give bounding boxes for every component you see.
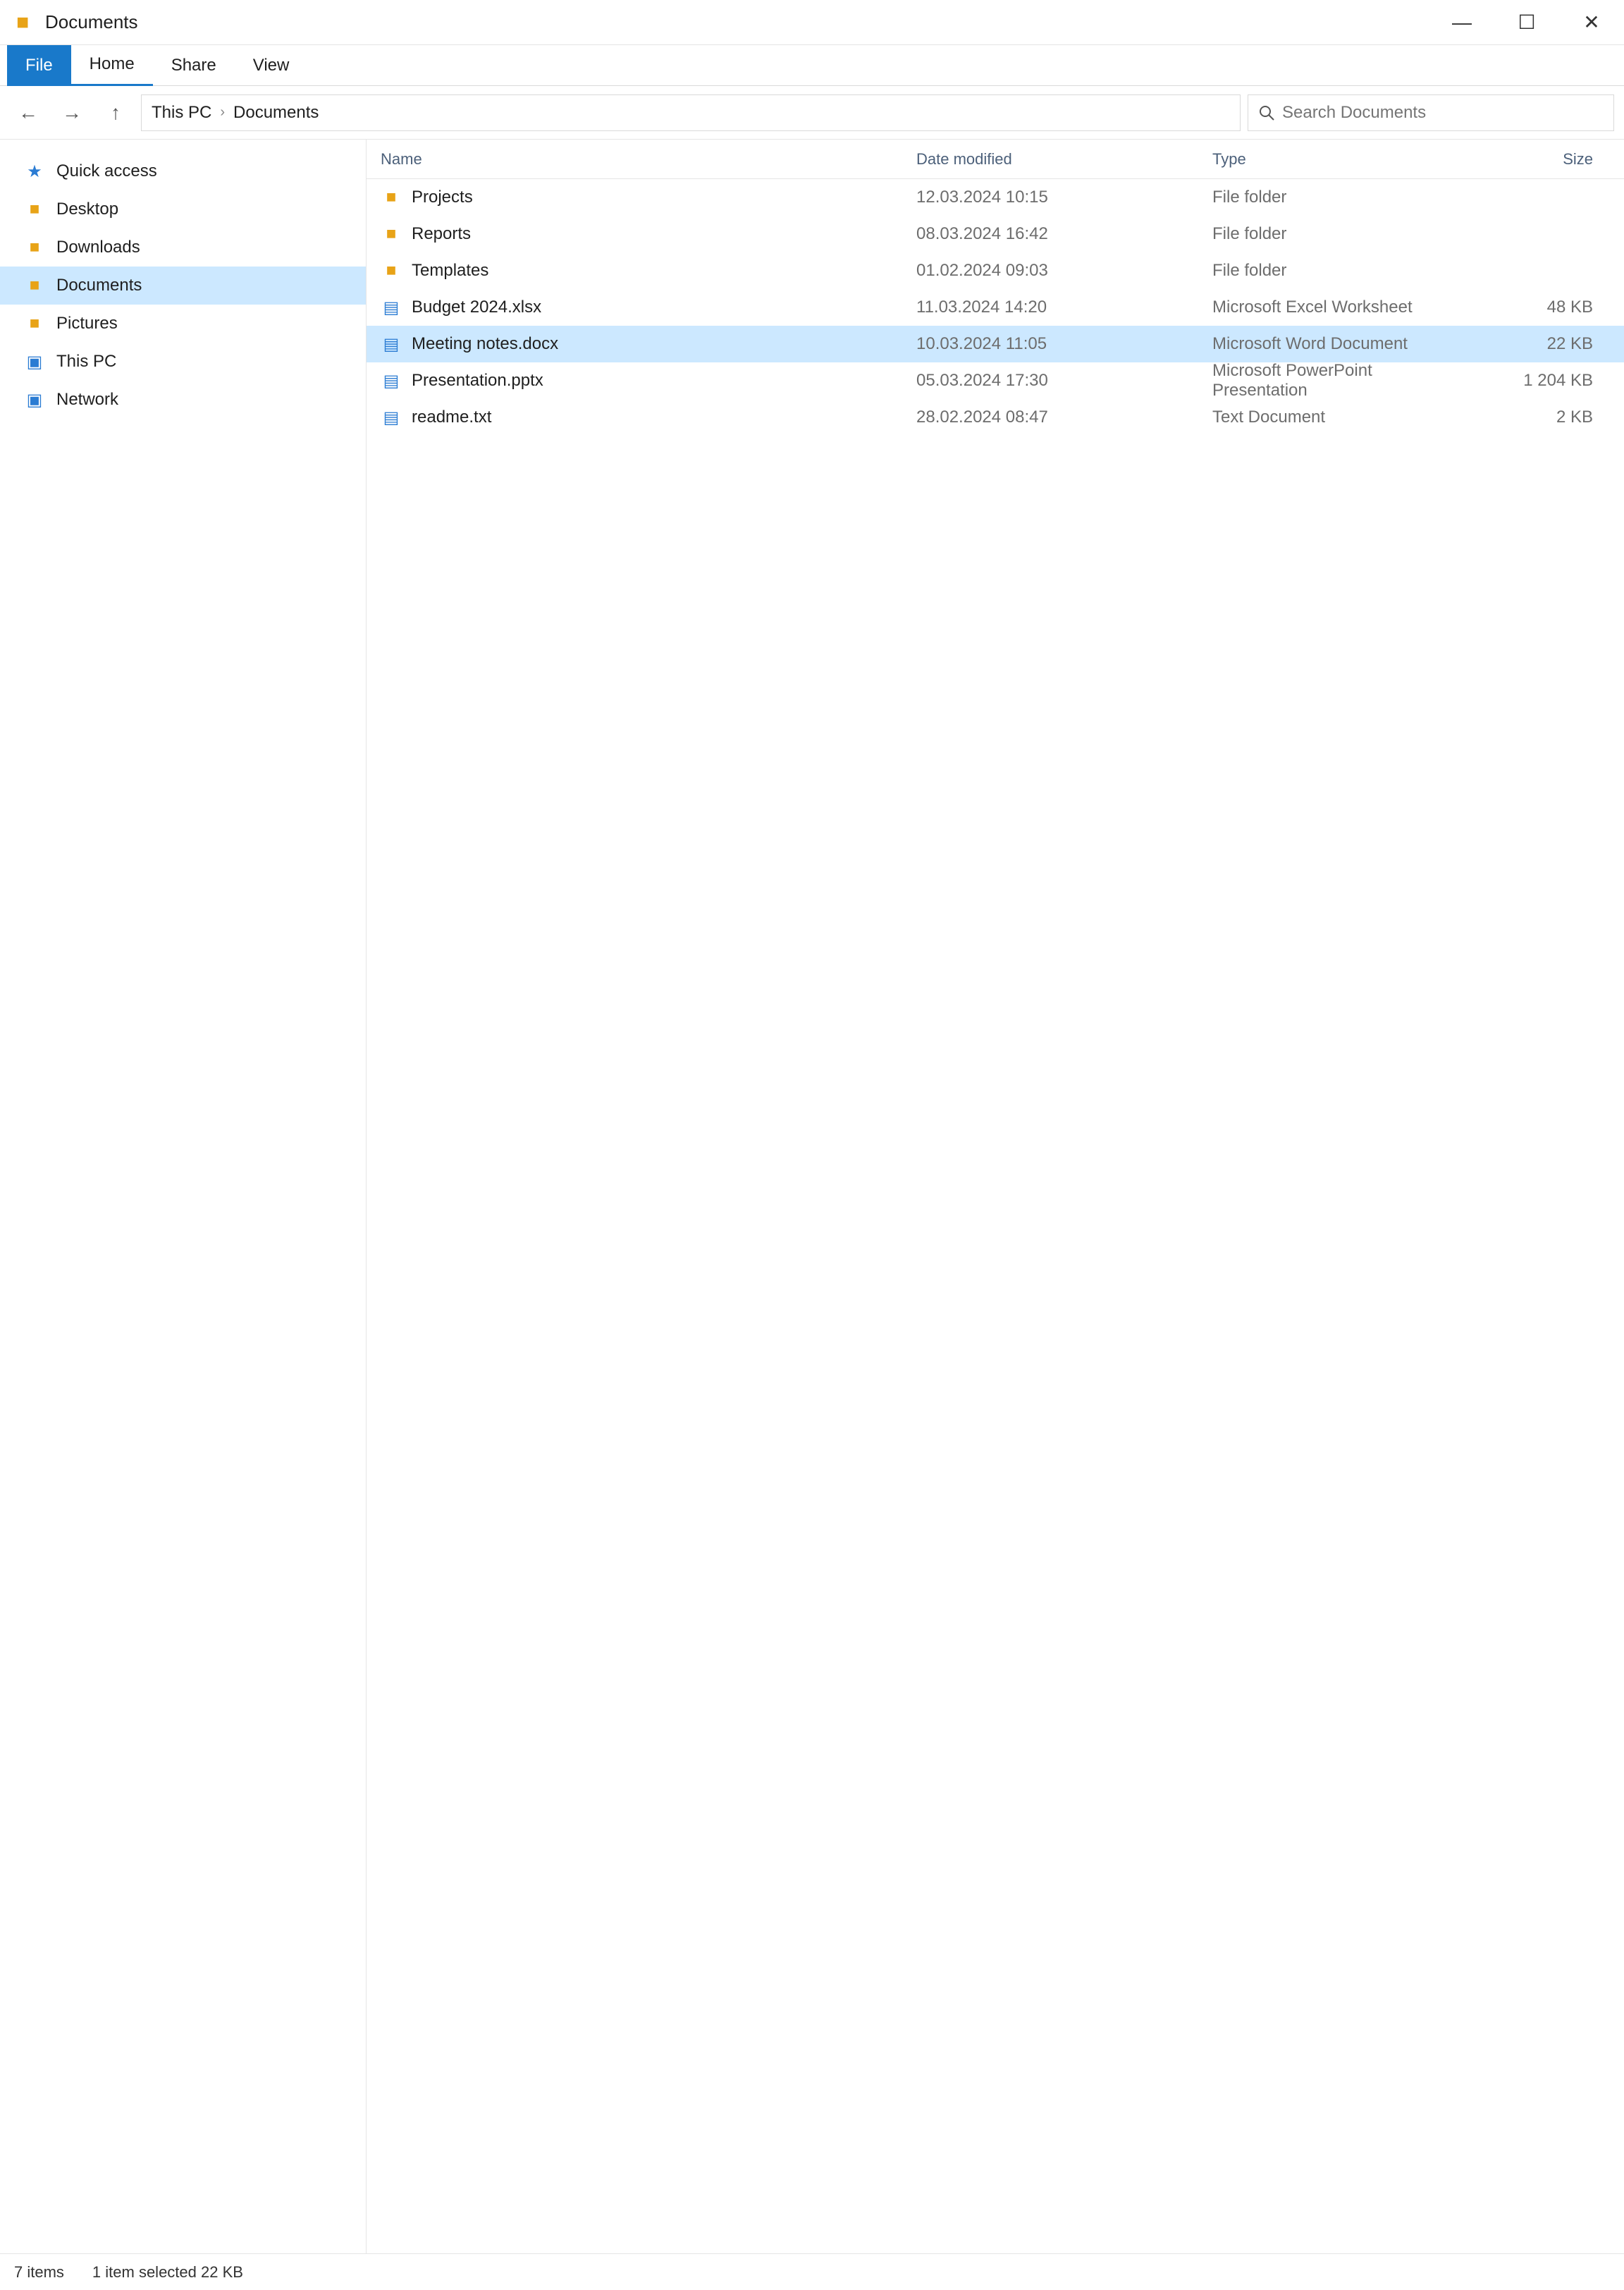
breadcrumb-item[interactable]: Documents <box>233 102 319 122</box>
file-date: 28.02.2024 08:47 <box>916 408 1048 427</box>
column-name[interactable]: Name <box>381 149 422 168</box>
file-type: File folder <box>1212 224 1287 243</box>
folder-icon: ■ <box>29 238 40 257</box>
file-row[interactable] <box>367 399 1624 436</box>
file-name-cell <box>381 224 916 244</box>
file-date: 12.03.2024 10:15 <box>916 188 1048 207</box>
file-date: 08.03.2024 16:42 <box>916 224 1048 243</box>
computer-icon: ▣ <box>26 352 43 372</box>
search-icon <box>1258 104 1275 121</box>
breadcrumb-item[interactable]: This PC <box>152 102 212 122</box>
close-button[interactable]: ✕ <box>1583 11 1600 33</box>
folder-icon: ■ <box>386 188 397 207</box>
folder-icon: ■ <box>29 314 40 333</box>
file-name-cell <box>381 188 916 207</box>
file-row[interactable] <box>367 216 1624 252</box>
file-row[interactable] <box>367 289 1624 326</box>
ribbon-tabs <box>0 45 1624 86</box>
tab-file[interactable]: File <box>7 45 71 86</box>
maximize-button[interactable]: ☐ <box>1518 11 1536 33</box>
file-date: 11.03.2024 14:20 <box>916 298 1047 317</box>
file-name: Reports <box>412 224 472 243</box>
column-headers <box>367 140 1624 179</box>
back-button[interactable]: ← <box>18 101 38 123</box>
network-icon: ▣ <box>26 390 43 410</box>
file-name: Budget 2024.xlsx <box>412 298 542 317</box>
file-list <box>367 140 1624 2253</box>
chevron-right-icon: › <box>220 104 226 120</box>
folder-icon: ■ <box>386 224 397 243</box>
search-box[interactable] <box>1248 94 1614 131</box>
file-name: Meeting notes.docx <box>412 334 559 353</box>
file-size: 22 KB <box>1546 334 1593 353</box>
column-size[interactable]: Size <box>1563 149 1593 168</box>
sidebar-item-label: Documents <box>56 276 142 295</box>
title-bar <box>0 0 1624 45</box>
sidebar-item-label: Downloads <box>56 238 140 257</box>
minimize-button[interactable]: — <box>1452 11 1472 33</box>
file-type: Microsoft Word Document <box>1212 334 1408 353</box>
column-type[interactable]: Type <box>1212 149 1246 168</box>
selection-info: 1 item selected 22 KB <box>92 2263 243 2281</box>
file-type: Text Document <box>1212 408 1326 427</box>
file-name-cell <box>381 371 916 391</box>
status-bar <box>0 2253 1624 2290</box>
file-type: File folder <box>1212 188 1287 207</box>
content-area <box>0 140 1624 2253</box>
sidebar-item[interactable] <box>0 305 366 343</box>
sidebar-item-label: Network <box>56 390 119 409</box>
file-size: 2 KB <box>1556 408 1593 427</box>
navigation-bar <box>0 86 1624 140</box>
file-name: Templates <box>412 261 489 280</box>
file-type: Microsoft Excel Worksheet <box>1212 298 1413 317</box>
sidebar-item[interactable] <box>0 152 366 190</box>
sidebar-item[interactable] <box>0 190 366 228</box>
sidebar-item-label: Desktop <box>56 200 119 219</box>
sidebar-item-label: This PC <box>56 352 117 371</box>
file-row[interactable] <box>367 362 1624 399</box>
navigation-pane <box>0 140 367 2253</box>
sidebar-item[interactable] <box>0 343 366 381</box>
item-count: 7 items <box>14 2263 64 2281</box>
sidebar-item[interactable] <box>0 267 366 305</box>
document-icon: ▤ <box>383 334 400 354</box>
star-icon: ★ <box>27 161 42 181</box>
search-input[interactable] <box>1282 103 1604 123</box>
file-name-cell <box>381 298 916 318</box>
file-name: Projects <box>412 188 473 207</box>
address-bar[interactable] <box>141 94 1241 131</box>
file-name-cell <box>381 334 916 355</box>
file-name: readme.txt <box>412 408 492 427</box>
document-icon: ▤ <box>383 408 400 427</box>
file-date: 05.03.2024 17:30 <box>916 371 1048 390</box>
file-name: Presentation.pptx <box>412 371 543 390</box>
up-button[interactable]: ↑ <box>111 101 121 123</box>
file-size: 48 KB <box>1546 298 1593 317</box>
tab-home[interactable]: Home <box>71 45 153 86</box>
window-title: Documents <box>45 11 138 32</box>
column-date[interactable]: Date modified <box>916 149 1012 168</box>
file-date: 10.03.2024 11:05 <box>916 334 1047 353</box>
file-row[interactable] <box>367 179 1624 216</box>
folder-icon: ■ <box>16 10 30 34</box>
file-date: 01.02.2024 09:03 <box>916 261 1048 280</box>
sidebar-item-label: Pictures <box>56 314 118 333</box>
file-rows <box>367 179 1624 436</box>
document-icon: ▤ <box>383 298 400 317</box>
file-name-cell <box>381 408 916 428</box>
folder-icon: ■ <box>29 276 40 295</box>
file-type: Microsoft PowerPoint Presentation <box>1212 361 1372 400</box>
folder-icon: ■ <box>386 261 397 280</box>
file-row[interactable] <box>367 252 1624 289</box>
sidebar-item-label: Quick access <box>56 161 157 180</box>
file-type: File folder <box>1212 261 1287 280</box>
tab-share[interactable]: Share <box>171 55 216 75</box>
document-icon: ▤ <box>383 371 400 391</box>
forward-button[interactable]: → <box>62 101 82 123</box>
sidebar-item[interactable] <box>0 228 366 267</box>
sidebar-item[interactable] <box>0 381 366 419</box>
tab-view[interactable]: View <box>252 55 290 75</box>
folder-icon: ■ <box>29 200 40 219</box>
file-row[interactable] <box>367 326 1624 362</box>
file-size: 1 204 KB <box>1523 371 1593 390</box>
file-name-cell <box>381 261 916 281</box>
